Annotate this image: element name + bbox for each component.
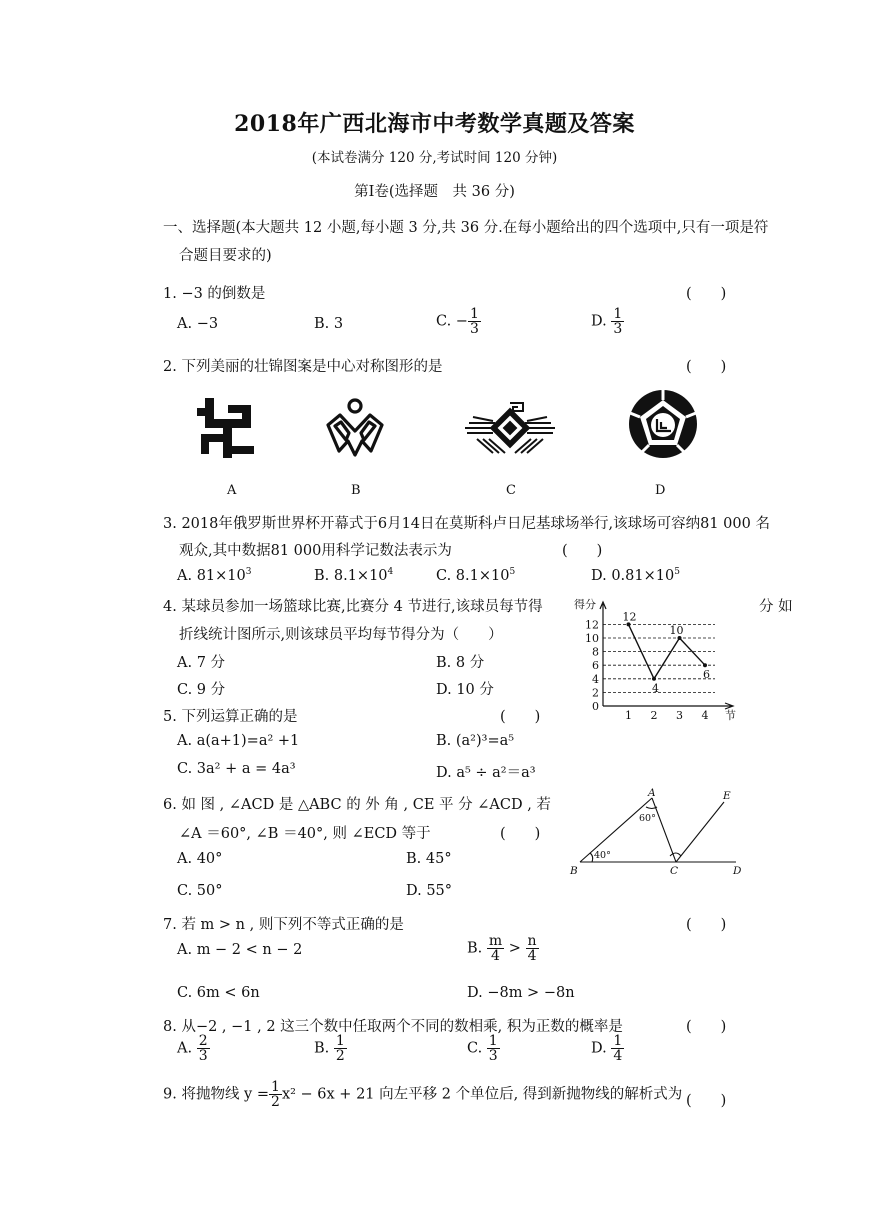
y-tick-label: 2 xyxy=(592,686,599,700)
q1-option-d: D. $\frac{1}{3}$ xyxy=(591,306,623,337)
exam-info: (本试卷满分 120 分,考试时间 120 分钟) xyxy=(311,150,558,166)
x-tick-label: 2 xyxy=(650,709,658,722)
y-tick-label: 12 xyxy=(585,618,599,632)
q6-answer-paren: ( ) xyxy=(500,826,541,842)
fig-angle-a: 60° xyxy=(639,813,656,824)
q2-answer-paren: ( ) xyxy=(686,359,727,375)
q3-option-a: A. $81\times 10^3$ xyxy=(177,567,252,584)
q3-option-b: B. $8.1\times 10^4$ xyxy=(314,567,394,584)
chart-x-label: 节 xyxy=(725,709,736,722)
q5-stem: 5. 下列运算正确的是 xyxy=(163,709,298,725)
q7-option-c: C. 6m < 6n xyxy=(177,985,260,1001)
q4-stem-line1: 4. 某球员参加一场篮球比赛,比赛分 4 节进行,该球员每节得 xyxy=(163,599,543,615)
q1-option-a: A. −3 xyxy=(177,316,219,332)
q5-option-d: D. a⁵ ÷ a²＝a³ xyxy=(436,765,536,781)
data-label: 4 xyxy=(652,681,659,695)
q1-option-b: B. 3 xyxy=(314,316,344,332)
chart-y-label: 得分 xyxy=(574,598,596,611)
q5-option-c: C. 3a² + a = 4a³ xyxy=(177,761,296,777)
q8-option-c: C. $\frac{1}{3}$ xyxy=(467,1033,498,1064)
y-axis xyxy=(600,602,606,706)
x-tick-label: 4 xyxy=(701,709,709,722)
section-heading-line2: 合题目要求的) xyxy=(179,248,272,264)
q5-answer-paren: ( ) xyxy=(500,709,541,725)
q2-label-c: C xyxy=(506,483,516,498)
q4-option-b: B. 8 分 xyxy=(436,655,485,671)
q1-stem: 1. −3 的倒数是 xyxy=(163,286,266,302)
fig-label-d: D xyxy=(733,865,742,877)
q6-option-b: B. 45° xyxy=(406,851,452,867)
q4-option-d: D. 10 分 xyxy=(436,682,494,698)
q4-line-chart xyxy=(570,596,745,722)
q4-option-c: C. 9 分 xyxy=(177,682,226,698)
x-axis xyxy=(603,703,733,709)
y-tick-label: 8 xyxy=(592,645,599,659)
q7-option-a: A. m − 2 < n − 2 xyxy=(177,942,303,958)
fig-angle-b: 40° xyxy=(594,850,611,861)
q3-stem-line1: 3. 2018年俄罗斯世界杯开幕式于6月14日在莫斯科卢日尼基球场举行,该球场可容纳81 000 名 xyxy=(163,516,770,532)
fig-label-b: B xyxy=(570,865,578,877)
q7-stem: 7. 若 m > n , 则下列不等式正确的是 xyxy=(163,917,404,933)
y-tick-label: 6 xyxy=(592,659,599,673)
q5-option-a: A. a(a+1)=a² +1 xyxy=(177,733,300,749)
q3-option-c: C. $8.1\times 10^5$ xyxy=(436,567,516,584)
fig-label-e: E xyxy=(723,790,731,802)
page-title: 2018年广西北海市中考数学真题及答案 xyxy=(234,111,635,137)
part-heading: 第Ⅰ卷(选择题 共 36 分) xyxy=(354,184,515,200)
q5-option-b: B. (a²)³=a⁵ xyxy=(436,733,515,749)
q4-stem-line2: 折线统计图所示,则该球员平均每节得分为（ ） xyxy=(179,627,503,643)
q1-option-c: C. − $\frac{1}{3}$ xyxy=(436,306,479,337)
y-tick-label: 10 xyxy=(585,632,599,645)
q8-stem: 8. 从−2 , −1 , 2 这三个数中任取两个不同的数相乘, 积为正数的概率是 xyxy=(163,1019,623,1035)
q9-answer-paren: ( ) xyxy=(686,1093,727,1109)
q6-stem-line2: ∠A ＝60°, ∠B ＝40°, 则 ∠ECD 等于 xyxy=(179,826,431,842)
segment-ab xyxy=(580,798,652,862)
q8-option-d: D. $\frac{1}{4}$ xyxy=(591,1033,623,1064)
pentagon-circle-pattern-icon xyxy=(627,388,699,460)
y-tick-label: 0 xyxy=(592,700,599,713)
fig-label-c: C xyxy=(670,865,679,877)
data-label: 12 xyxy=(622,610,637,624)
ray-ce xyxy=(676,802,724,862)
q6-triangle-figure xyxy=(566,786,752,878)
q6-option-c: C. 50° xyxy=(177,883,223,899)
q7-option-d: D. −8m > −8n xyxy=(467,985,575,1001)
q8-answer-paren: ( ) xyxy=(686,1019,727,1035)
frog-pattern-icon xyxy=(463,395,557,461)
q9-stem: 9. 将抛物线 y = $\frac{1}{2}$ x² − 6x + 21 向左平移 2 个单位后, 得到新抛物线的解析式为 xyxy=(163,1079,683,1110)
q6-option-a: A. 40° xyxy=(177,851,223,867)
q8-option-a: A. $\frac{2}{3}$ xyxy=(177,1033,208,1064)
q2-label-d: D xyxy=(655,483,666,498)
q6-stem-line1: 6. 如 图 , ∠ACD 是 △ABC 的 外 角 , CE 平 分 ∠ACD , 若 xyxy=(163,797,551,813)
data-label: 10 xyxy=(669,624,684,637)
bird-pattern-icon xyxy=(324,395,386,461)
q8-option-b: B. $\frac{1}{2}$ xyxy=(314,1033,345,1064)
fig-label-a: A xyxy=(648,787,656,799)
y-tick-label: 4 xyxy=(592,672,599,686)
q3-option-d: D. $0.81\times 10^5$ xyxy=(591,567,680,584)
q4-stem-line1-tail: 分 如 xyxy=(759,599,793,615)
q3-stem-line2: 观众,其中数据81 000用科学记数法表示为 xyxy=(179,543,452,559)
data-label: 6 xyxy=(703,668,710,682)
q1-answer-paren: ( ) xyxy=(686,286,727,302)
q6-option-d: D. 55° xyxy=(406,883,453,899)
swastika-pattern-icon xyxy=(195,396,261,462)
q2-label-a: A xyxy=(227,483,237,498)
q3-answer-paren: ( ) xyxy=(562,543,603,559)
x-tick-label: 1 xyxy=(625,709,632,722)
q7-option-b: B. $\frac{m}{4}$ > $\frac{n}{4}$ xyxy=(467,933,537,964)
q2-stem: 2. 下列美丽的壮锦图案是中心对称图形的是 xyxy=(163,359,443,375)
q2-label-b: B xyxy=(351,483,361,498)
section-heading-line1: 一、选择题(本大题共 12 小题,每小题 3 分,共 36 分.在每小题给出的四个选项中,只有一项是符 xyxy=(163,220,769,236)
q4-option-a: A. 7 分 xyxy=(177,655,226,671)
q7-answer-paren: ( ) xyxy=(686,917,727,933)
data-point xyxy=(652,677,656,681)
data-point xyxy=(703,663,707,667)
x-tick-label: 3 xyxy=(676,709,683,722)
